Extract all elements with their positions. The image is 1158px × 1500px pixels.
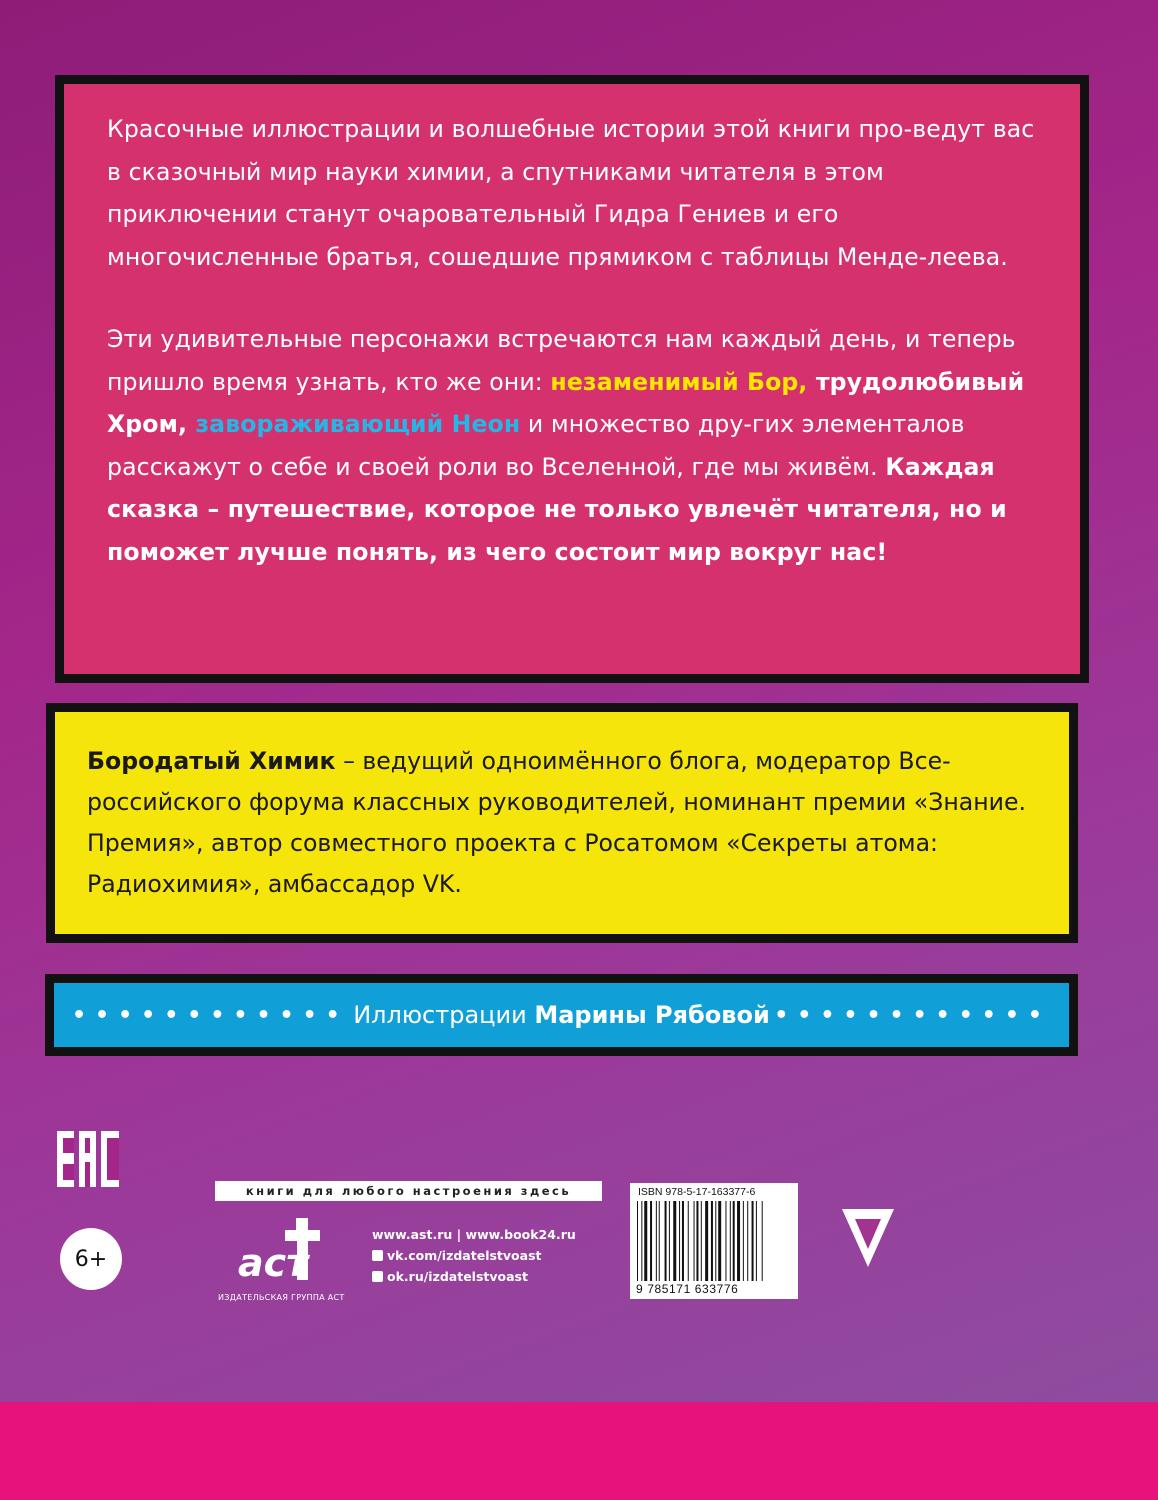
barcode-bar	[659, 1201, 660, 1281]
barcode-bar	[679, 1201, 680, 1281]
ast-logo-icon	[220, 1210, 355, 1292]
barcode-bar	[641, 1201, 642, 1281]
publisher-links	[372, 1224, 576, 1287]
illustrations-credit	[353, 1001, 770, 1029]
barcode-bar	[637, 1201, 638, 1281]
dots-right: ••••••••••••	[774, 1002, 1051, 1028]
vk-link-text: vk.com/izdatelstvoast	[387, 1248, 542, 1263]
barcode-bar	[665, 1201, 667, 1281]
barcode-bar	[688, 1201, 689, 1281]
barcode-bar	[673, 1201, 676, 1281]
barcode-bar	[756, 1201, 757, 1281]
author-box	[46, 703, 1078, 943]
sites-link[interactable]: www.ast.ru | www.book24.ru	[372, 1227, 576, 1242]
ast-logo-text: аст	[238, 1241, 309, 1285]
barcode-icon	[637, 1201, 791, 1281]
illustrations-label: Иллюстрации	[353, 1001, 535, 1029]
bottom-bar	[0, 1402, 1158, 1500]
barcode-bar	[715, 1201, 716, 1281]
barcode-bar	[725, 1201, 726, 1281]
dots-left: ••••••••••••	[72, 1002, 349, 1028]
ok-icon	[372, 1271, 383, 1282]
barcode-bar	[669, 1201, 670, 1281]
description-paragraph-1: Красочные иллюстрации и волшебные истории этой книги про-ведут вас в сказочный мир науки химии, а спутниками читателя в этом приключении станут очаровательный Гидра Гениев и его многочисленные братья, сошедшие прямиком с таблицы Менде-леева.	[107, 115, 1035, 271]
illustrator-name: Марины Рябовой	[534, 1001, 770, 1029]
description-text: Эти удивительные персонажи встречаются нам каждый день, и теперь пришло время узнать, кто же они:	[107, 325, 1016, 396]
illustrations-box	[45, 974, 1078, 1056]
barcode-bar	[737, 1201, 740, 1281]
ast-tagline: книги для любого настроения здесь	[215, 1181, 602, 1201]
author-bio-text: – ведущий одноимённого блога, модератор Все-российского форума классных руководителей, номинант премии «Знание. Премия», автор совместного проекта с Росатомом «Секреты атома: Радиохимия», амбассадор VK.	[87, 747, 1027, 898]
barcode-bar	[705, 1201, 708, 1281]
barcode-bar	[701, 1201, 702, 1281]
barcode-bar	[752, 1201, 754, 1281]
ast-caption: ИЗДАТЕЛЬСКАЯ ГРУППА АСТ	[218, 1293, 345, 1302]
author-panel	[55, 712, 1069, 934]
vk-link[interactable]	[372, 1245, 576, 1266]
description-box	[55, 75, 1089, 683]
barcode-bar	[730, 1201, 731, 1281]
barcode-bar	[733, 1201, 735, 1281]
vk-icon	[372, 1250, 383, 1261]
barcode-bar	[656, 1201, 657, 1281]
barcode-bar	[694, 1201, 695, 1281]
barcode-bar	[644, 1201, 647, 1281]
barcode-bar	[747, 1201, 748, 1281]
description-text-continued: и множество дру-гих элементалов расскажут о себе и своей роли во Вселенной, где мы живём.	[107, 410, 965, 481]
barcode-bar	[718, 1201, 721, 1281]
eac-mark-icon	[57, 1131, 119, 1187]
ok-link[interactable]	[372, 1266, 576, 1287]
isbn-label: ISBN 978-5-17-163377-6	[638, 1186, 756, 1198]
age-rating-badge: 6+	[60, 1228, 122, 1290]
isbn-digits: 9 785171 633776	[636, 1282, 739, 1296]
barcode-bar	[696, 1201, 698, 1281]
author-name: Бородатый Химик	[87, 747, 336, 775]
barcode-bar	[743, 1201, 744, 1281]
description-panel	[64, 84, 1080, 674]
description-paragraph-2	[107, 318, 1040, 573]
highlight-bor: незаменимый Бор,	[550, 367, 808, 396]
barcode-bar	[682, 1201, 684, 1281]
highlight-chrome: трудолюбивый Хром,	[107, 367, 1025, 438]
barcode-bar	[650, 1201, 652, 1281]
barcode-bar	[711, 1201, 713, 1281]
isbn-barcode	[630, 1183, 798, 1299]
ok-link-text: ok.ru/izdatelstvoast	[387, 1269, 528, 1284]
barcode-bar	[762, 1201, 763, 1281]
author-bio	[87, 741, 1035, 905]
v-logo-icon	[842, 1205, 894, 1269]
description-bold-ending: Каждая сказка – путешествие, которое не только увлечёт читателя, но и поможет лучше понять, из чего состоит мир вокруг нас!	[107, 452, 1007, 566]
highlight-neon: завораживающий Неон	[187, 410, 521, 438]
illustrations-panel	[54, 983, 1069, 1047]
